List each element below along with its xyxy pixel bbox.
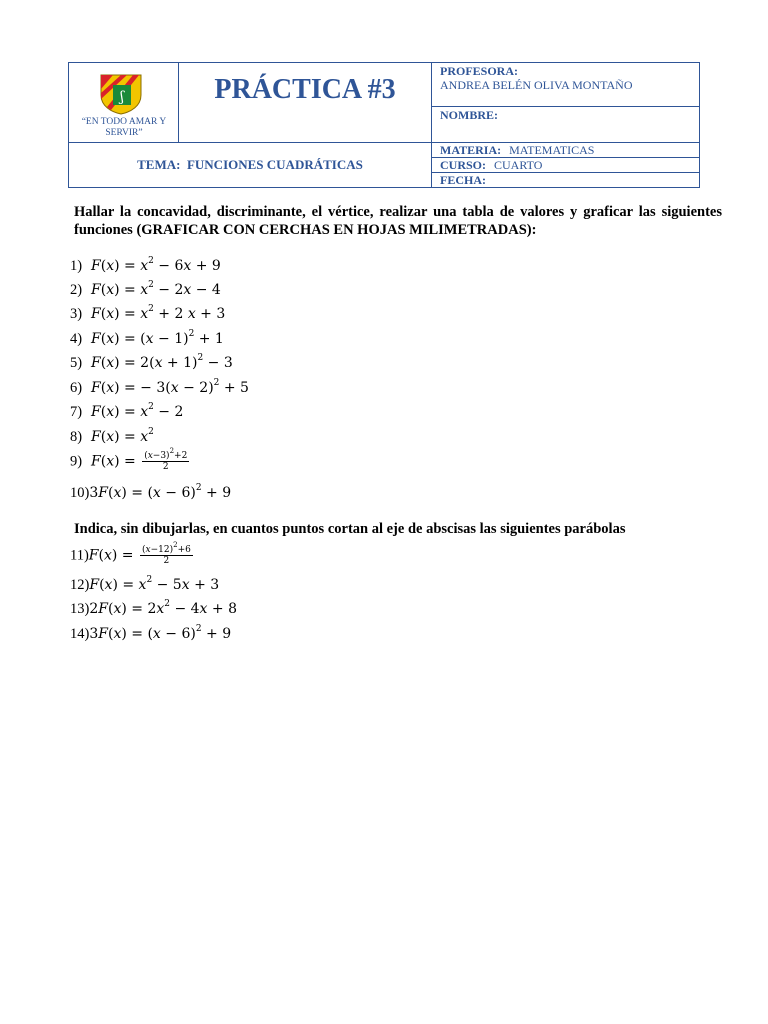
equation-2: 2) $F(x) = x^2 - 2x - 4$ xyxy=(70,280,221,298)
profesora-cell xyxy=(431,62,700,107)
equation-13: $13)2F(x) = 2x^2 - 4x + 8$ xyxy=(70,599,237,617)
fecha-cell xyxy=(431,172,700,188)
fraction-11: $\frac{(x-12)^2+6}{2}$ xyxy=(141,541,191,566)
equation-6: 6) F(x) = − $3(x - 2)^2 + 5$ xyxy=(70,378,249,396)
equation-11: 11)F(x) = $\frac{(x-12)^2+6}{2}$ xyxy=(70,541,191,566)
equation-8: 8) $F(x) = x^2$ xyxy=(70,427,154,445)
school-motto: “EN TODO AMAR Y SERVIR” xyxy=(81,117,167,138)
materia-label: MATERIA: xyxy=(440,143,502,157)
equation-3: 3) $F(x) = x^2 + 2$ x + 3 xyxy=(70,304,226,322)
equation-9: 9) F(x) = $\frac{(x-3)^2+2}{2}$ xyxy=(70,447,188,472)
worksheet-header xyxy=(68,62,700,188)
tema-row xyxy=(68,142,432,188)
materia-cell xyxy=(431,142,700,158)
school-shield-icon xyxy=(99,73,143,115)
equation-4: 4) $F(x) = (x - 1)^2 + 1$ xyxy=(70,329,224,347)
fraction-9: $\frac{(x-3)^2+2}{2}$ xyxy=(144,447,188,472)
equation-12: $12)F(x) = x^2 - 5x + 3$ xyxy=(70,575,220,593)
nombre-label: NOMBRE: xyxy=(440,108,498,122)
profesora-label: PROFESORA: xyxy=(440,64,518,78)
curso-row xyxy=(440,158,542,172)
section2-instruction: Indica, sin dibujarlas, en cuantos puntos cortan al eje de abscisas las siguientes parábolas xyxy=(74,521,626,537)
curso-cell xyxy=(431,157,700,173)
curso-label: CURSO: xyxy=(440,158,487,172)
tema-value: FUNCIONES CUADRÁTICAS xyxy=(186,157,363,172)
materia-value: MATEMATICAS xyxy=(509,143,595,157)
materia-row xyxy=(440,143,594,157)
equation-1: 1) $F(x) = x^2 - 6x + 9$ xyxy=(70,256,221,274)
curso-value: CUARTO xyxy=(494,158,543,172)
nombre-cell xyxy=(431,106,700,143)
equation-5: 5) $F(x) = 2(x + 1)^2 - 3$ xyxy=(70,353,233,371)
profesora-value: ANDREA BELÉN OLIVA MONTAÑO xyxy=(440,78,633,92)
equation-7: 7) $F(x) = x^2 - 2$ xyxy=(70,402,184,420)
page-title: PRÁCTICA #3 xyxy=(214,74,396,105)
section1-instruction: Hallar la concavidad, discriminante, el vértice, realizar una tabla de valores y graficar las siguientes funciones (GRAFICAR CON CERCHAS EN HOJAS MILIMETRADAS): xyxy=(74,204,722,238)
equation-10: $10)3F(x) = (x - 6)^2 + 9$ xyxy=(70,483,232,501)
svg-text:ʃ: ʃ xyxy=(120,89,124,105)
tema-label: TEMA: xyxy=(137,157,181,172)
logo-cell xyxy=(68,62,179,143)
equation-14: $14)3F(x) = (x - 6)^2 + 9$ xyxy=(70,624,232,642)
fecha-label: FECHA: xyxy=(440,173,486,187)
